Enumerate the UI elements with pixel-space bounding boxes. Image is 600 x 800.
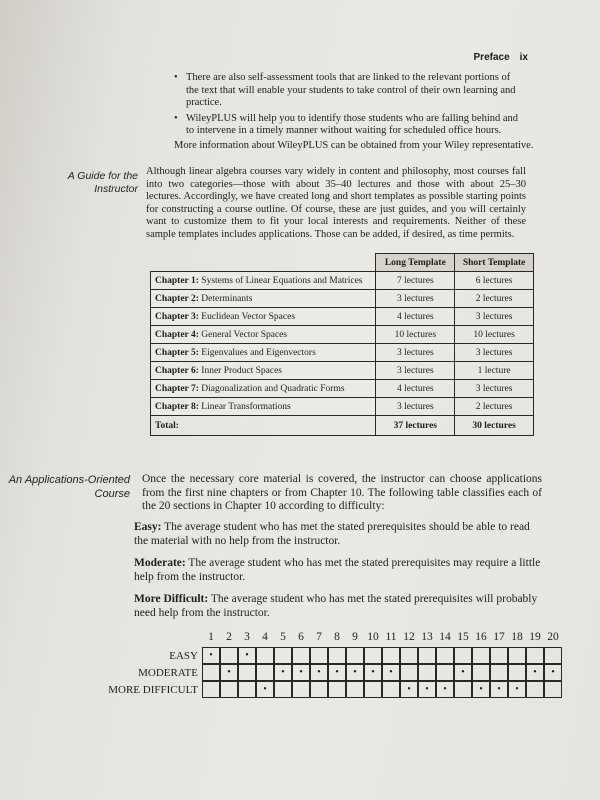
moderate-term: Moderate:: [134, 557, 186, 569]
difficulty-labels: [80, 648, 198, 699]
difficulty-cell: [256, 664, 274, 681]
difficulty-cell: [274, 647, 292, 664]
short-lectures: 1 lecture: [455, 362, 534, 380]
section-number: 20: [547, 631, 559, 643]
difficulty-cell: [310, 647, 328, 664]
difficulty-cell: [274, 681, 292, 698]
section-number: 7: [316, 631, 322, 643]
running-header: [474, 52, 528, 63]
section-number: 12: [403, 631, 415, 643]
chapter-cell: [151, 398, 376, 416]
section-number: 16: [475, 631, 487, 643]
chapter-number: Chapter 5:: [155, 347, 199, 358]
chapter-title: Inner Product Spaces: [201, 365, 283, 376]
difficulty-cell: [346, 647, 364, 664]
header-section: Preface: [473, 52, 510, 63]
lecture-row: [151, 272, 534, 290]
section-number: 14: [439, 631, 451, 643]
section-number: 18: [511, 631, 523, 643]
chapter-cell: [151, 362, 376, 380]
difficulty-cell: [472, 647, 490, 664]
difficulty-cell: [400, 664, 418, 681]
difficulty-cell: •: [274, 664, 292, 681]
chapter-title: Determinants: [201, 293, 253, 304]
easy-term: Easy:: [134, 521, 162, 533]
moderate-text: The average student who has met the stated prerequisites may require a little help from the instructor.: [134, 557, 541, 583]
chapter-cell: [151, 272, 376, 290]
guide-side-label: A Guide for the Instructor: [67, 170, 138, 195]
difficulty-cell: [508, 664, 526, 681]
long-lectures: 7 lectures: [376, 272, 455, 290]
difficulty-cell: •: [220, 664, 238, 681]
chapter-cell: [151, 326, 376, 344]
feature-bullets: [172, 72, 524, 141]
short-lectures: 6 lectures: [455, 272, 534, 290]
difficulty-cell: [382, 681, 400, 698]
difficult-text: The average student who has met the stated prerequisites will probably need help from the instructor.: [134, 593, 538, 619]
chapter-title: Euclidean Vector Spaces: [201, 311, 296, 322]
long-lectures: 3 lectures: [376, 344, 455, 362]
short-template-header: Short Template: [455, 254, 534, 272]
section-number: 3: [244, 631, 250, 643]
difficulty-cell: [472, 664, 490, 681]
difficulty-cell: •: [526, 664, 544, 681]
difficulty-cell: •: [508, 681, 526, 698]
lecture-template-table: [150, 253, 534, 436]
difficulty-cell: [382, 647, 400, 664]
difficulty-cell: •: [472, 681, 490, 698]
difficulty-cell: [364, 681, 382, 698]
difficulty-cell: [220, 647, 238, 664]
difficult-term: More Difficult:: [134, 593, 209, 605]
more-info-text: More information about WileyPLUS can be obtained from your Wiley representative.: [174, 140, 534, 151]
long-lectures: 3 lectures: [376, 290, 455, 308]
difficulty-row-label: MODERATE: [138, 667, 198, 679]
difficulty-cell: •: [544, 664, 562, 681]
difficulty-cell: [490, 647, 508, 664]
difficulty-cell: [490, 664, 508, 681]
section-number: 11: [385, 631, 397, 643]
short-lectures: 3 lectures: [455, 380, 534, 398]
lecture-row: [151, 398, 534, 416]
chapter-title: Eigenvalues and Eigenvectors: [201, 347, 316, 358]
easy-definition: [134, 521, 544, 548]
chapter-number: Chapter 2:: [155, 293, 199, 304]
short-lectures: 3 lectures: [455, 308, 534, 326]
moderate-definition: [134, 557, 544, 584]
lecture-row: [151, 308, 534, 326]
difficulty-cell: [238, 681, 256, 698]
difficulty-cell: [508, 647, 526, 664]
long-lectures: 4 lectures: [376, 380, 455, 398]
chapter-number: Chapter 1:: [155, 275, 199, 286]
difficulty-cell: [220, 681, 238, 698]
difficulty-cell: •: [256, 681, 274, 698]
guide-paragraph: Although linear algebra courses vary widely in content and philosophy, most courses fall into two categories—those with about 35–40 lectures and those with about 25–30 lectures. Accordingly, we have created long and short templates as possible starting points for constructing a course outline. Of course, these are just guides, and you will certainly want to customize them to fit your local interests and requirements. Neither of these sample templates includes applications. Those can be added, if desired, as time permits.: [146, 166, 526, 240]
long-lectures: 10 lectures: [376, 326, 455, 344]
difficulty-cell: [436, 664, 454, 681]
bullet-item: • There are also self-assessment tools that are linked to the relevant portions of the text that will enable your students to take control of their own learning and practice.: [172, 72, 524, 110]
chapter-number: Chapter 4:: [155, 329, 199, 340]
long-lectures: 3 lectures: [376, 362, 455, 380]
lecture-row: [151, 362, 534, 380]
difficulty-cell: [364, 647, 382, 664]
applications-label-line2: Course: [94, 488, 130, 500]
difficulty-cell: •: [202, 647, 220, 664]
difficulty-cell: [544, 647, 562, 664]
difficulty-cell: [400, 647, 418, 664]
difficulty-cell: •: [436, 681, 454, 698]
difficulty-cell: [436, 647, 454, 664]
applications-label-line1: An Applications-Oriented: [8, 474, 130, 486]
page-number: ix: [519, 52, 528, 63]
total-short: 30 lectures: [455, 416, 534, 436]
chapter-cell: [151, 344, 376, 362]
section-number: 4: [262, 631, 268, 643]
difficulty-cell: •: [238, 647, 256, 664]
section-number: 5: [280, 631, 286, 643]
chapter-number: Chapter 3:: [155, 311, 199, 322]
total-label: Total:: [151, 416, 376, 436]
long-template-header: Long Template: [376, 254, 455, 272]
difficulty-cell: •: [328, 664, 346, 681]
section-number: 13: [421, 631, 433, 643]
lecture-row: [151, 326, 534, 344]
section-number: 19: [529, 631, 541, 643]
chapter-cell: [151, 290, 376, 308]
blank-header: [151, 254, 376, 272]
difficulty-cell: [256, 647, 274, 664]
short-lectures: 2 lectures: [455, 290, 534, 308]
difficulty-cell: •: [400, 681, 418, 698]
difficulty-cell: [346, 681, 364, 698]
chapter-title: Systems of Linear Equations and Matrices: [201, 275, 363, 286]
long-lectures: 4 lectures: [376, 308, 455, 326]
total-row: [151, 416, 534, 436]
difficulty-cell: [544, 681, 562, 698]
chapter-title: Diagonalization and Quadratic Forms: [201, 383, 345, 394]
difficulty-cell: [418, 647, 436, 664]
difficulty-cell: [526, 681, 544, 698]
difficulty-cell: [292, 681, 310, 698]
difficulty-cell: [202, 664, 220, 681]
section-number: 9: [352, 631, 358, 643]
difficulty-cell: [238, 664, 256, 681]
difficulty-cell: [202, 681, 220, 698]
difficulty-cell: •: [454, 664, 472, 681]
chapter-title: General Vector Spaces: [201, 329, 288, 340]
difficulty-cell: •: [310, 664, 328, 681]
difficulty-cell: [328, 647, 346, 664]
lecture-row: [151, 290, 534, 308]
difficulty-cell: [328, 681, 346, 698]
easy-text: The average student who has met the stated prerequisites should be able to read the material with no help from the instructor.: [134, 521, 530, 547]
difficulty-cell: [418, 664, 436, 681]
chapter-number: Chapter 6:: [155, 365, 199, 376]
difficulty-cell: [292, 647, 310, 664]
section-number: 8: [334, 631, 340, 643]
difficulty-cell: •: [364, 664, 382, 681]
difficulty-cell: [526, 647, 544, 664]
difficulty-cell: •: [382, 664, 400, 681]
section-number: 6: [298, 631, 304, 643]
total-long: 37 lectures: [376, 416, 455, 436]
difficulty-cell: [310, 681, 328, 698]
lecture-row: [151, 344, 534, 362]
chapter-number: Chapter 7:: [155, 383, 199, 394]
difficulty-cell: [454, 647, 472, 664]
section-number: 10: [367, 631, 379, 643]
lecture-row: [151, 380, 534, 398]
difficulty-cell: •: [346, 664, 364, 681]
bullet-item: • WileyPLUS will help you to identify those students who are falling behind and to intervene in a timely manner without waiting for scheduled office hours.: [172, 113, 524, 138]
section-number: 1: [208, 631, 214, 643]
difficulty-cell: •: [418, 681, 436, 698]
difficulty-cell: [454, 681, 472, 698]
chapter-cell: [151, 380, 376, 398]
difficulty-row-label: MORE DIFFICULT: [108, 684, 198, 696]
section-number: 15: [457, 631, 469, 643]
chapter-title: Linear Transformations: [201, 401, 291, 412]
difficult-definition: [134, 593, 544, 620]
short-lectures: 10 lectures: [455, 326, 534, 344]
difficulty-row-label: EASY: [169, 650, 198, 662]
applications-paragraph: Once the necessary core material is covered, the instructor can choose applications from the first nine chapters or from Chapter 10. The following table classifies each of the 20 sections in Chapter 10 according to difficulty:: [142, 473, 542, 513]
applications-side-label: [8, 473, 130, 501]
difficulty-cell: •: [292, 664, 310, 681]
chapter-number: Chapter 8:: [155, 401, 199, 412]
section-number: 2: [226, 631, 232, 643]
difficulty-cell: •: [490, 681, 508, 698]
short-lectures: 3 lectures: [455, 344, 534, 362]
long-lectures: 3 lectures: [376, 398, 455, 416]
short-lectures: 2 lectures: [455, 398, 534, 416]
chapter-cell: [151, 308, 376, 326]
section-number: 17: [493, 631, 505, 643]
